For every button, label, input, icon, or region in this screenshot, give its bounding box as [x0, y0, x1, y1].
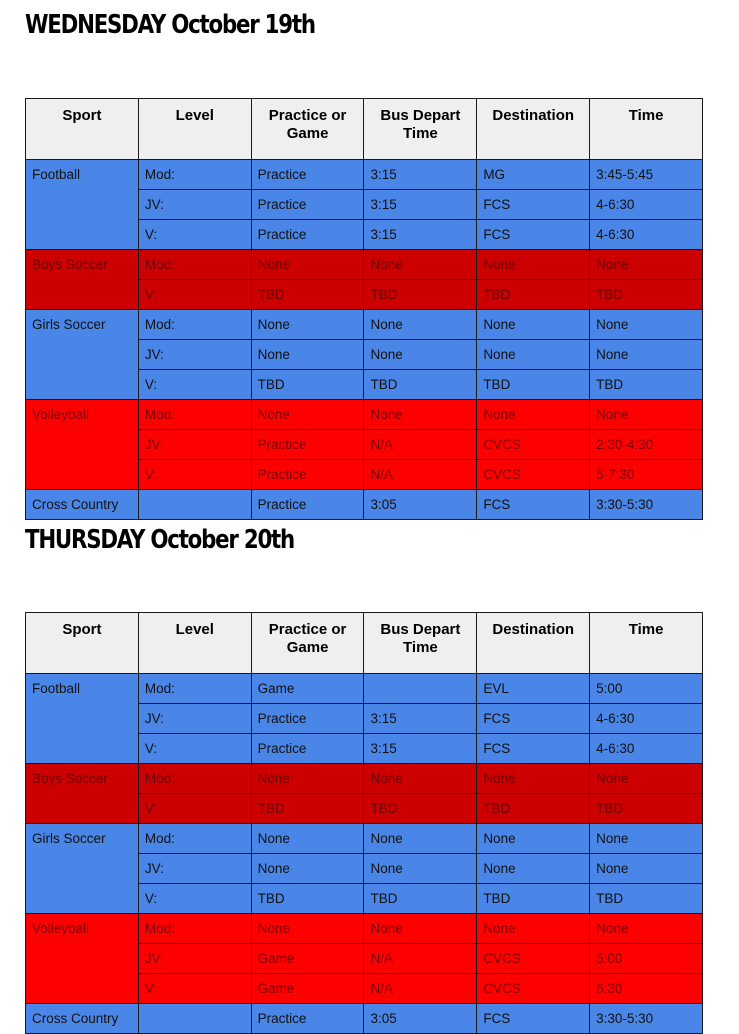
type-cell: Game: [251, 944, 364, 974]
sport-cell: Boys Soccer: [26, 250, 139, 310]
level-cell: JV:: [138, 704, 251, 734]
bus-cell: 3:15: [364, 190, 477, 220]
bus-cell: None: [364, 764, 477, 794]
sport-cell: Boys Soccer: [26, 764, 139, 824]
dest-cell: FCS: [477, 220, 590, 250]
table-row: [26, 824, 703, 854]
level-cell: JV:: [138, 944, 251, 974]
dest-cell: TBD: [477, 884, 590, 914]
time-cell: TBD: [590, 794, 703, 824]
dest-cell: None: [477, 340, 590, 370]
time-cell: 4-6:30: [590, 734, 703, 764]
level-cell: V:: [138, 734, 251, 764]
bus-cell: None: [364, 400, 477, 430]
dest-cell: None: [477, 250, 590, 280]
column-header-type: Practice or Game: [251, 613, 364, 674]
bus-cell: TBD: [364, 794, 477, 824]
time-cell: 2:30-4:30: [590, 430, 703, 460]
time-cell: None: [590, 914, 703, 944]
type-cell: Practice: [251, 160, 364, 190]
bus-cell: 3:15: [364, 734, 477, 764]
table-row: [26, 764, 703, 794]
time-cell: None: [590, 250, 703, 280]
time-cell: TBD: [590, 280, 703, 310]
bus-cell: [364, 674, 477, 704]
time-cell: 5:00: [590, 944, 703, 974]
bus-cell: TBD: [364, 884, 477, 914]
level-cell: Mod:: [138, 674, 251, 704]
level-cell: Mod:: [138, 250, 251, 280]
bus-cell: 3:15: [364, 220, 477, 250]
time-cell: 3:45-5:45: [590, 160, 703, 190]
type-cell: TBD: [251, 280, 364, 310]
bus-cell: N/A: [364, 430, 477, 460]
type-cell: None: [251, 400, 364, 430]
sport-cell: Football: [26, 160, 139, 250]
level-cell: V:: [138, 370, 251, 400]
time-cell: None: [590, 854, 703, 884]
table-row: [26, 400, 703, 430]
thursday-schedule-table: [25, 612, 703, 1034]
dest-cell: FCS: [477, 190, 590, 220]
bus-cell: 3:15: [364, 160, 477, 190]
type-cell: Practice: [251, 190, 364, 220]
type-cell: Practice: [251, 704, 364, 734]
column-header-dest: Destination: [477, 99, 590, 160]
header-row: [26, 613, 703, 674]
time-cell: None: [590, 824, 703, 854]
dest-cell: FCS: [477, 490, 590, 520]
dest-cell: None: [477, 854, 590, 884]
type-cell: Practice: [251, 1004, 364, 1034]
column-header-bus: Bus Depart Time: [364, 613, 477, 674]
dest-cell: None: [477, 824, 590, 854]
type-cell: Practice: [251, 220, 364, 250]
dest-cell: TBD: [477, 280, 590, 310]
level-cell: Mod:: [138, 914, 251, 944]
column-header-sport: Sport: [26, 99, 139, 160]
table-row: [26, 914, 703, 944]
bus-cell: 3:05: [364, 490, 477, 520]
column-header-sport: Sport: [26, 613, 139, 674]
bus-cell: None: [364, 340, 477, 370]
type-cell: TBD: [251, 794, 364, 824]
level-cell: JV:: [138, 430, 251, 460]
type-cell: None: [251, 764, 364, 794]
dest-cell: None: [477, 914, 590, 944]
wednesday-schedule-table: [25, 98, 703, 520]
wednesday-title: WEDNESDAY October 19th: [25, 10, 315, 40]
level-cell: V:: [138, 884, 251, 914]
dest-cell: TBD: [477, 370, 590, 400]
level-cell: Mod:: [138, 400, 251, 430]
type-cell: None: [251, 854, 364, 884]
dest-cell: FCS: [477, 1004, 590, 1034]
bus-cell: None: [364, 824, 477, 854]
sport-cell: Cross Country: [26, 1004, 139, 1034]
dest-cell: CVCS: [477, 974, 590, 1004]
time-cell: 4-6:30: [590, 220, 703, 250]
bus-cell: None: [364, 250, 477, 280]
table-row: [26, 674, 703, 704]
level-cell: Mod:: [138, 824, 251, 854]
table-row: [26, 250, 703, 280]
level-cell: [138, 490, 251, 520]
bus-cell: N/A: [364, 460, 477, 490]
type-cell: Practice: [251, 734, 364, 764]
dest-cell: CVCS: [477, 460, 590, 490]
level-cell: Mod:: [138, 764, 251, 794]
sport-cell: Girls Soccer: [26, 310, 139, 400]
time-cell: 6:30: [590, 974, 703, 1004]
time-cell: 3:30-5:30: [590, 1004, 703, 1034]
column-header-time: Time: [590, 613, 703, 674]
level-cell: Mod:: [138, 310, 251, 340]
dest-cell: None: [477, 400, 590, 430]
column-header-type: Practice or Game: [251, 99, 364, 160]
time-cell: None: [590, 400, 703, 430]
dest-cell: FCS: [477, 704, 590, 734]
level-cell: V:: [138, 974, 251, 1004]
level-cell: Mod:: [138, 160, 251, 190]
table-row: [26, 160, 703, 190]
column-header-level: Level: [138, 613, 251, 674]
dest-cell: EVL: [477, 674, 590, 704]
table-row: [26, 490, 703, 520]
column-header-dest: Destination: [477, 613, 590, 674]
level-cell: V:: [138, 794, 251, 824]
table-row: [26, 310, 703, 340]
level-cell: JV:: [138, 190, 251, 220]
bus-cell: None: [364, 854, 477, 884]
dest-cell: TBD: [477, 794, 590, 824]
type-cell: Practice: [251, 430, 364, 460]
sport-cell: Volleyball: [26, 400, 139, 490]
type-cell: None: [251, 250, 364, 280]
bus-cell: 3:15: [364, 704, 477, 734]
sport-cell: Cross Country: [26, 490, 139, 520]
time-cell: None: [590, 764, 703, 794]
column-header-level: Level: [138, 99, 251, 160]
time-cell: None: [590, 310, 703, 340]
dest-cell: MG: [477, 160, 590, 190]
type-cell: TBD: [251, 884, 364, 914]
bus-cell: TBD: [364, 280, 477, 310]
dest-cell: CVCS: [477, 944, 590, 974]
time-cell: 5:00: [590, 674, 703, 704]
dest-cell: None: [477, 764, 590, 794]
sport-cell: Volleyball: [26, 914, 139, 1004]
time-cell: 4-6:30: [590, 190, 703, 220]
type-cell: None: [251, 310, 364, 340]
bus-cell: None: [364, 310, 477, 340]
sport-cell: Football: [26, 674, 139, 764]
type-cell: Practice: [251, 490, 364, 520]
dest-cell: FCS: [477, 734, 590, 764]
type-cell: None: [251, 340, 364, 370]
type-cell: None: [251, 824, 364, 854]
level-cell: V:: [138, 460, 251, 490]
bus-cell: TBD: [364, 370, 477, 400]
time-cell: None: [590, 340, 703, 370]
header-row: [26, 99, 703, 160]
time-cell: 4-6:30: [590, 704, 703, 734]
type-cell: Practice: [251, 460, 364, 490]
time-cell: TBD: [590, 884, 703, 914]
type-cell: Game: [251, 974, 364, 1004]
time-cell: 5-7:30: [590, 460, 703, 490]
level-cell: V:: [138, 220, 251, 250]
column-header-time: Time: [590, 99, 703, 160]
type-cell: TBD: [251, 370, 364, 400]
bus-cell: None: [364, 914, 477, 944]
level-cell: JV:: [138, 854, 251, 884]
level-cell: JV:: [138, 340, 251, 370]
time-cell: 3:30-5:30: [590, 490, 703, 520]
bus-cell: N/A: [364, 974, 477, 1004]
sport-cell: Girls Soccer: [26, 824, 139, 914]
dest-cell: None: [477, 310, 590, 340]
level-cell: V:: [138, 280, 251, 310]
thursday-title: THURSDAY October 20th: [25, 525, 294, 555]
bus-cell: 3:05: [364, 1004, 477, 1034]
column-header-bus: Bus Depart Time: [364, 99, 477, 160]
time-cell: TBD: [590, 370, 703, 400]
type-cell: None: [251, 914, 364, 944]
level-cell: [138, 1004, 251, 1034]
type-cell: Game: [251, 674, 364, 704]
table-row: [26, 1004, 703, 1034]
bus-cell: N/A: [364, 944, 477, 974]
dest-cell: CVCS: [477, 430, 590, 460]
